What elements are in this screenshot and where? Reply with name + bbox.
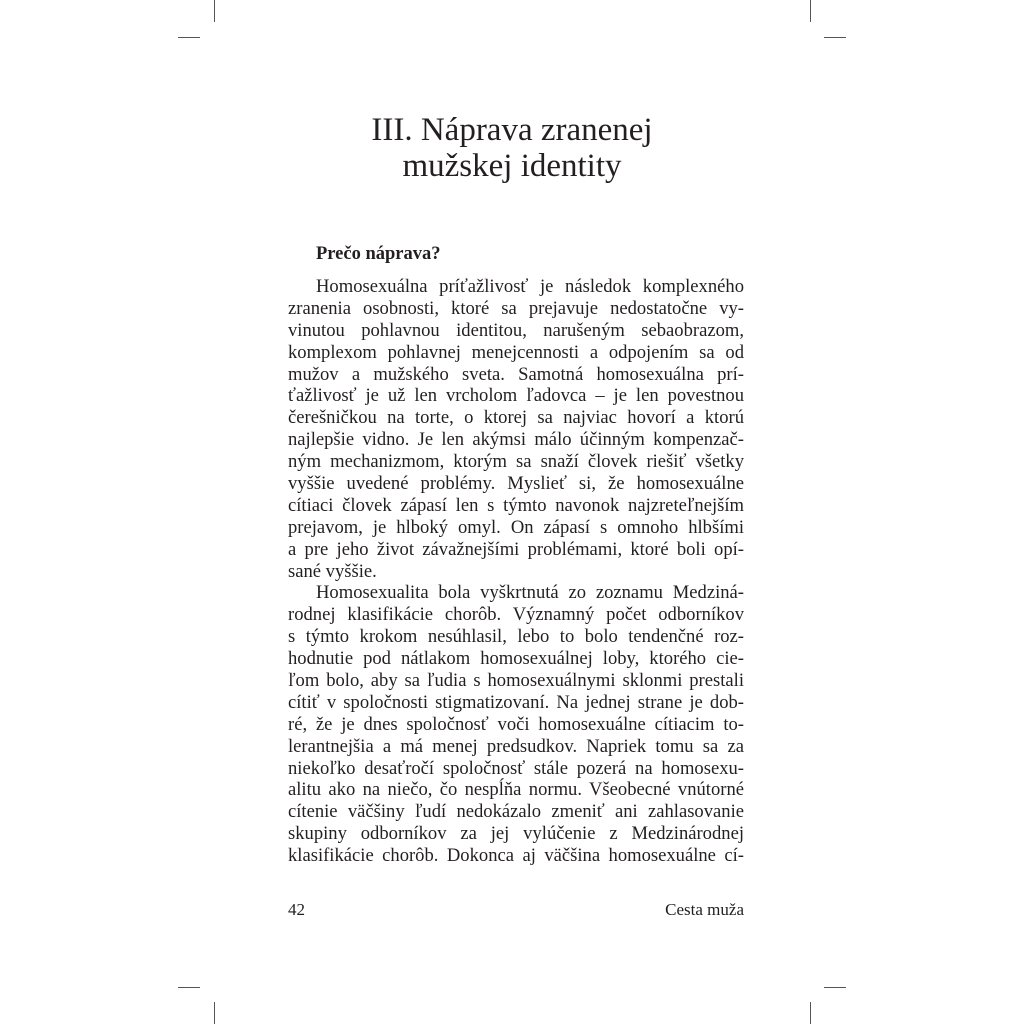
text-line: cítiaci človek zápasí len s týmto navonok najzreteľnejším: [288, 494, 744, 516]
text-line: prejavom, je hlboký omyl. On zápasí s omnoho hlbšími: [288, 516, 744, 538]
text-line: zranenia osobnosti, ktoré sa prejavuje nedostatočne vy-: [288, 297, 744, 319]
text-line: niekoľko desaťročí spoločnosť stále pozerá na homosexu-: [288, 757, 744, 779]
body-text: [288, 276, 744, 867]
crop-mark: [824, 987, 846, 988]
crop-mark: [214, 1002, 215, 1024]
text-line: čerešničkou na torte, o ktorej sa najviac hovorí a ktorú: [288, 407, 744, 429]
text-line: klasifikácie chorôb. Dokonca aj väčšina homosexuálne cí-: [288, 845, 744, 867]
text-line: vyššie uvedené problémy. Myslieť si, že homosexuálne: [288, 473, 744, 495]
text-line: Homosexualita bola vyškrtnutá zo zoznamu Medziná-: [316, 582, 744, 604]
text-line: ťažlivosť je už len vrcholom ľadovca – je len povestnou: [288, 385, 744, 407]
paragraph: [288, 582, 744, 867]
chapter-title: [250, 112, 774, 184]
page-number: 42: [288, 900, 305, 919]
crop-mark: [178, 37, 200, 38]
text-line: Homosexuálna príťažlivosť je následok komplexného: [316, 276, 744, 297]
text-line: cítiť v spoločnosti stigmatizovaní. Na jednej strane je dob-: [288, 691, 744, 713]
chapter-title-line: mužskej identity: [402, 148, 622, 184]
text-line: najlepšie vidno. Je len akýmsi málo účinným kompenzač-: [288, 429, 744, 451]
crop-mark: [214, 0, 215, 22]
text-line: hodnutie pod nátlakom homosexuálnej loby, ktorého cie-: [288, 648, 744, 670]
crop-mark: [810, 0, 811, 22]
crop-mark: [810, 1002, 811, 1024]
chapter-title-line: III. Náprava zranenej: [371, 112, 653, 148]
crop-mark: [178, 987, 200, 988]
text-line: ľom bolo, aby sa ľudia s homosexuálnymi sklonmi prestali: [288, 670, 744, 692]
text-line: a pre jeho život závažnejšími problémami, ktoré boli opí-: [288, 538, 744, 560]
section-heading: Prečo náprava?: [316, 244, 441, 264]
text-line: skupiny odborníkov za jej vylúčenie z Medzinárodnej: [288, 823, 744, 845]
text-line: lerantnejšia a má menej predsudkov. Napriek tomu sa za: [288, 735, 744, 757]
crop-mark: [824, 37, 846, 38]
text-line: komplexom pohlavnej menejcennosti a odpojením sa od: [288, 341, 744, 363]
text-line: s týmto krokom nesúhlasil, lebo to bolo tendenčné roz-: [288, 626, 744, 648]
text-line: alitu ako na niečo, čo nespĺňa normu. Všeobecné vnútorné: [288, 779, 744, 801]
text-line: rodnej klasifikácie chorôb. Významný počet odborníkov: [288, 604, 744, 626]
running-footer-title: Cesta muža: [665, 900, 744, 919]
text-line: ným mechanizmom, ktorým sa snaží človek riešiť všetky: [288, 451, 744, 473]
text-line: ré, že je dnes spoločnosť voči homosexuálne cítiacim to-: [288, 713, 744, 735]
paragraph: [288, 276, 744, 582]
text-line: vinutou pohlavnou identitou, narušeným sebaobrazom,: [288, 319, 744, 341]
text-line: sané vyššie.: [288, 560, 377, 582]
text-line: cítenie väčšiny ľudí nedokázalo zmeniť ani zahlasovanie: [288, 801, 744, 823]
text-line: mužov a mužského sveta. Samotná homosexuálna prí-: [288, 363, 744, 385]
